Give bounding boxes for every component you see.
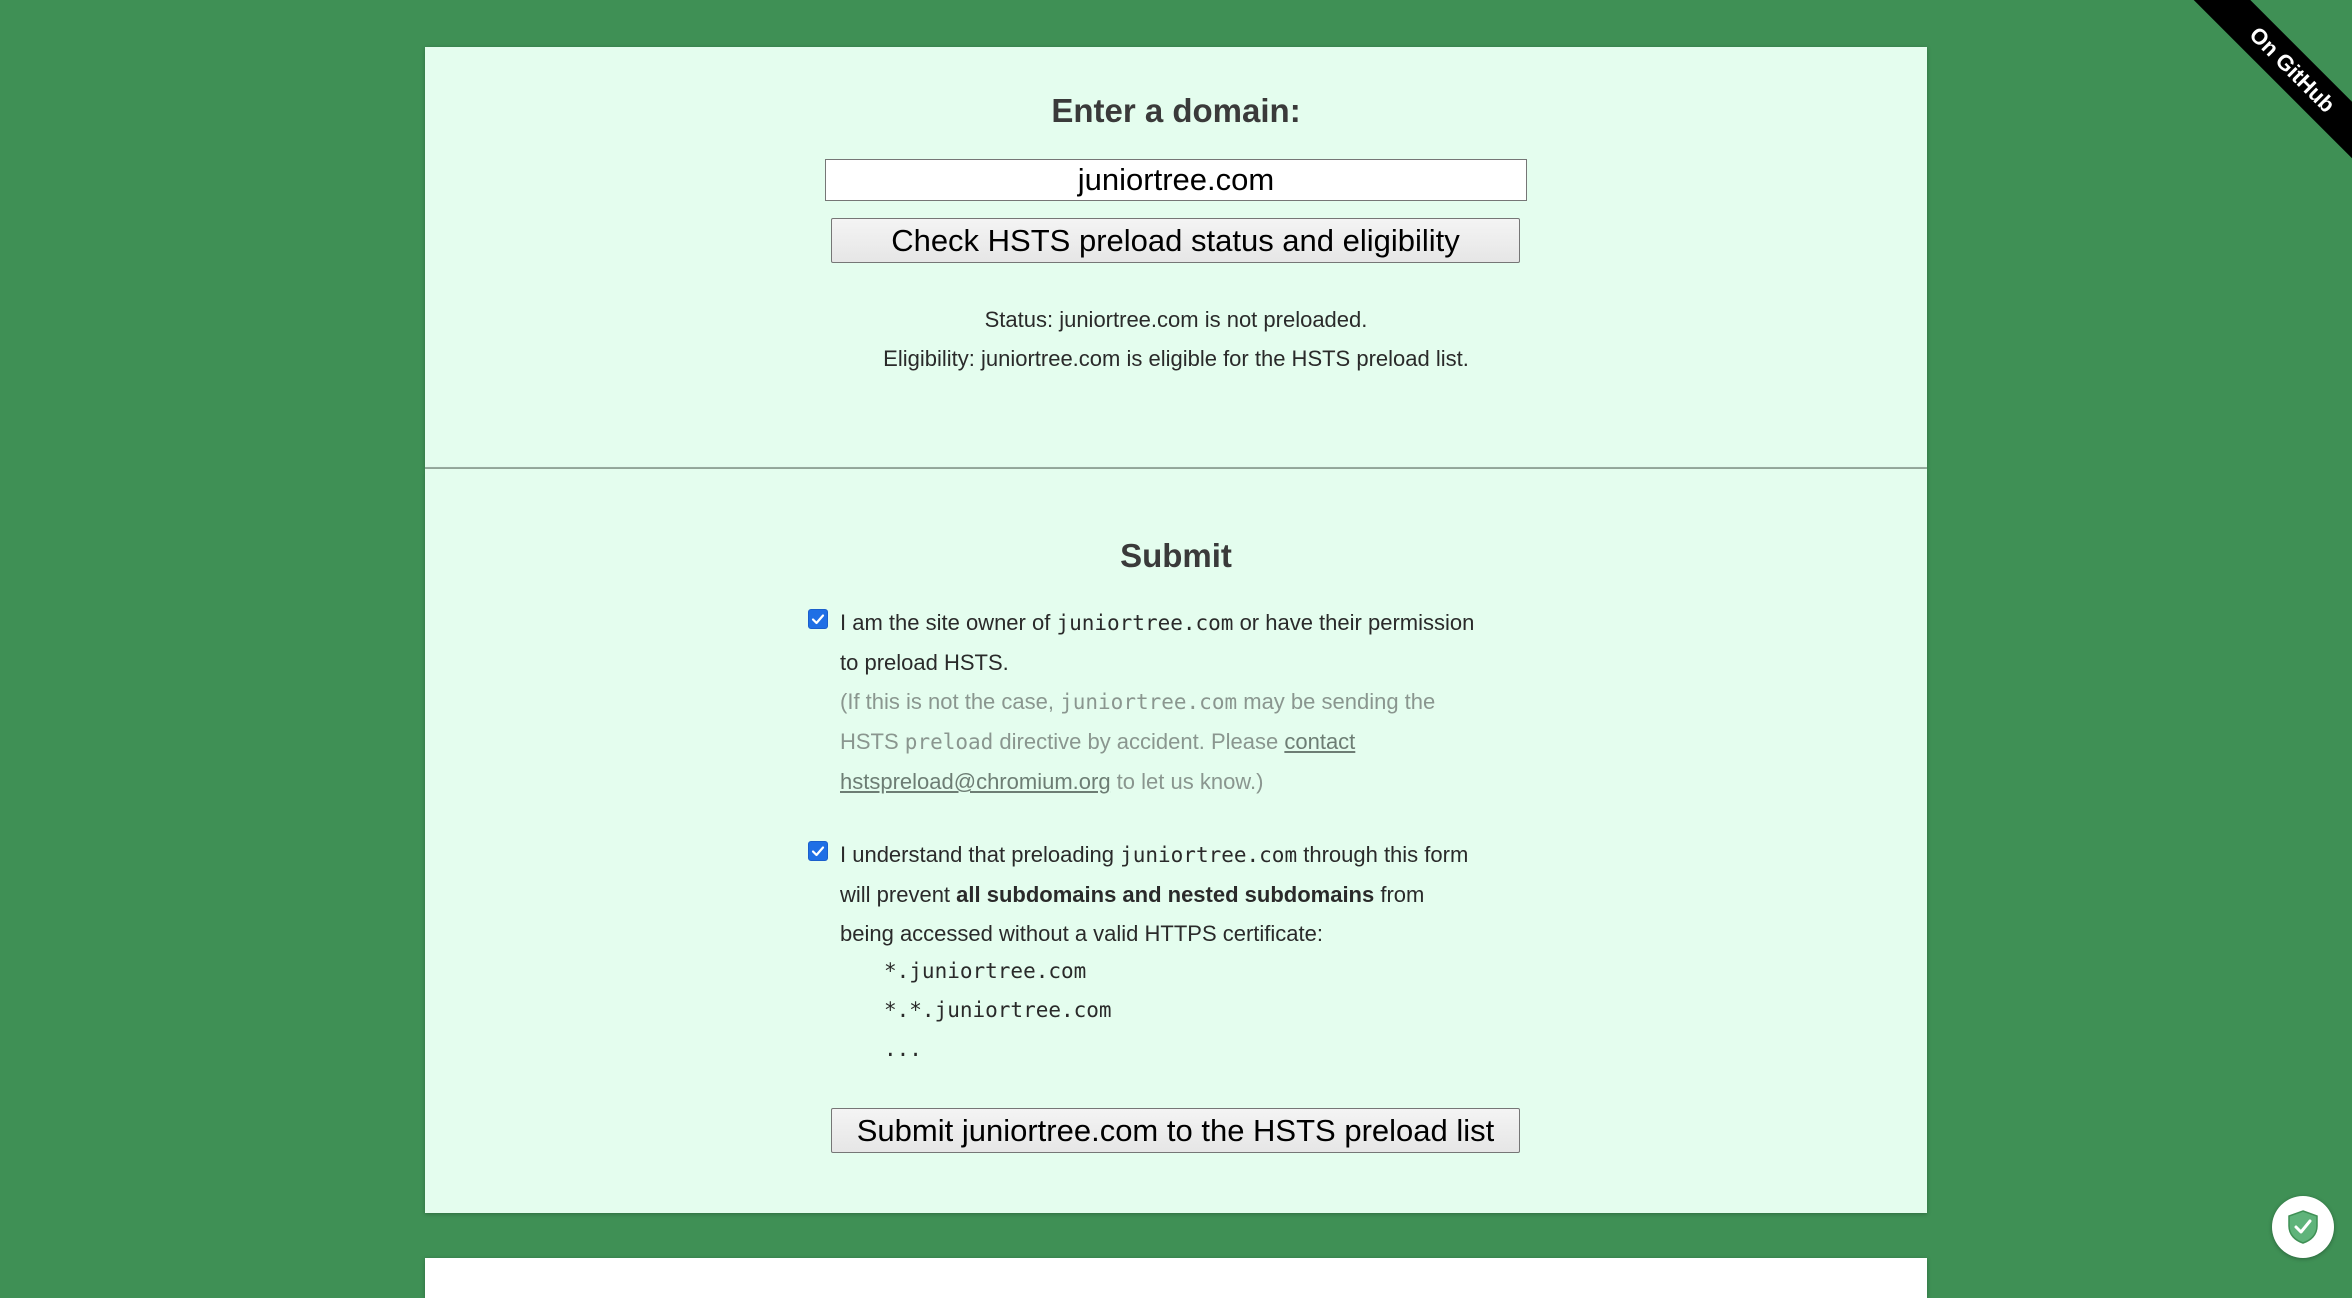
subdomain-example: *.juniortree.com (884, 959, 1087, 983)
subdomains-checkbox[interactable] (808, 841, 828, 861)
subdomain-examples-list (884, 952, 1112, 1069)
checkmark-icon (811, 612, 825, 626)
check-status-button[interactable]: Check HSTS preload status and eligibility (831, 218, 1520, 263)
eligibility-text: Eligibility: juniortree.com is eligible for the HSTS preload list. (883, 346, 1469, 371)
github-ribbon-container (2152, 0, 2352, 200)
checkmark-icon (811, 844, 825, 858)
subdomain-example: *.*.juniortree.com (884, 998, 1112, 1022)
owner-checkbox[interactable] (808, 609, 828, 629)
enter-domain-heading: Enter a domain: (1051, 92, 1301, 129)
owner-confirmation-text: I am the site owner of juniortree.com or have their permission to preload HSTS. (If this is not the case, juniortree.com may be sending the HSTS preload directive by accident. Please contact hstspreload@chromium.org to let us know.) (840, 610, 1475, 794)
next-card-peek (425, 1258, 1927, 1298)
status-text: Status: juniortree.com is not preloaded. (984, 307, 1368, 332)
shield-check-icon (2286, 1209, 2320, 1245)
submit-heading: Submit (1120, 537, 1232, 574)
contact-link[interactable]: contact (1284, 729, 1356, 754)
shield-badge-button[interactable] (2272, 1196, 2334, 1258)
domain-input[interactable] (825, 159, 1527, 201)
submit-preload-button[interactable]: Submit juniortree.com to the HSTS preload list (831, 1108, 1520, 1153)
github-ribbon-link[interactable]: On GitHub (2186, 0, 2352, 176)
hstspreload-email-link[interactable]: hstspreload@chromium.org (840, 769, 1111, 794)
subdomain-confirmation-text: I understand that preloading juniortree.com through this form will prevent all subdomains and nested subdomains from being accessed without a valid HTTPS certificate: (840, 842, 1469, 946)
subdomain-example: ... (884, 1037, 922, 1061)
